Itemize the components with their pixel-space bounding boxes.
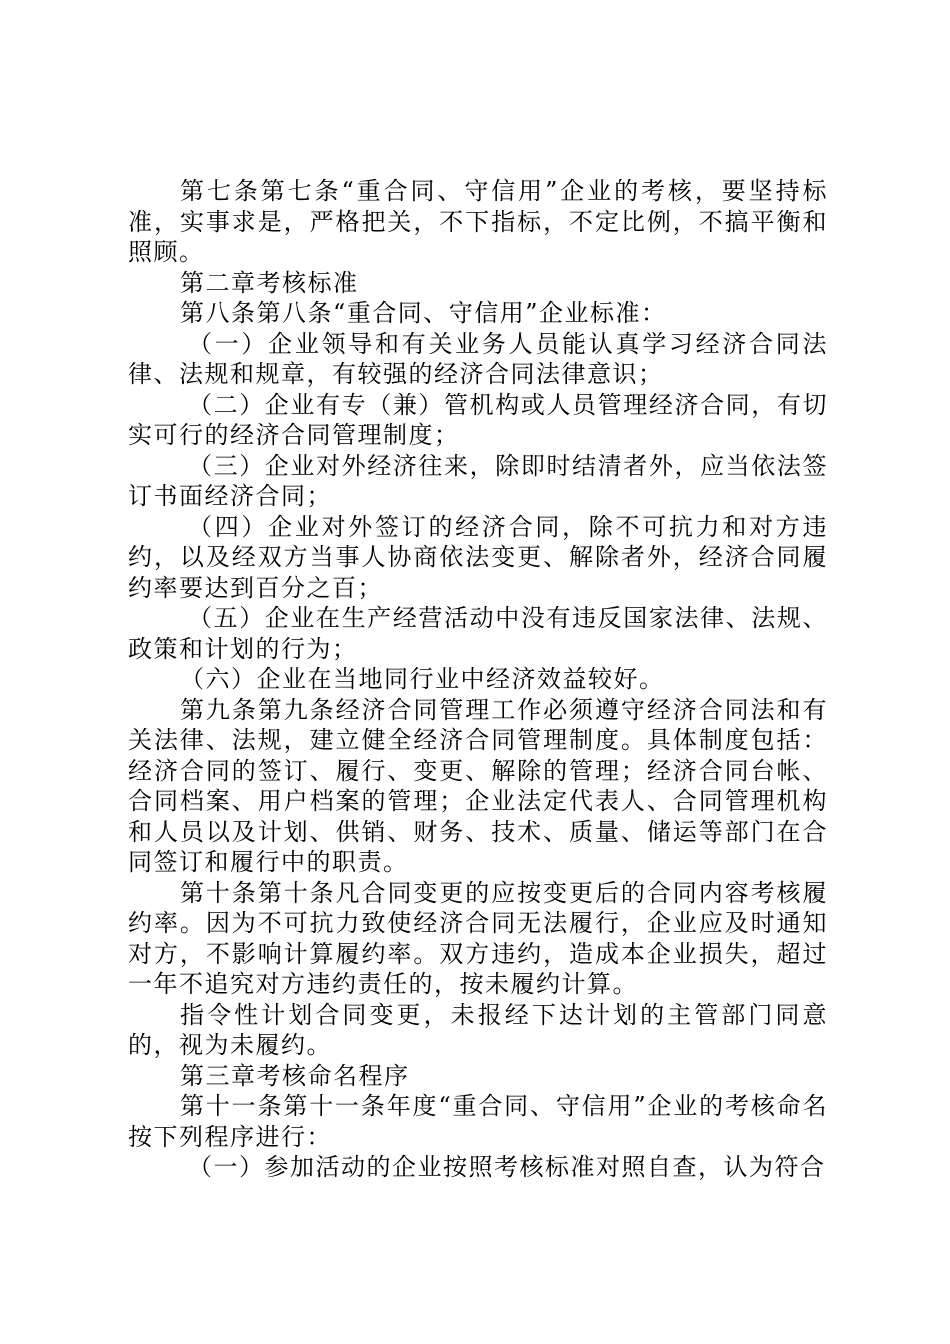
paragraph-article-7: 第七条第七条“重合同、守信用”企业的考核，要坚持标准，实事求是，严格把关，不下指标，不定比例，不搞平衡和照顾。 bbox=[128, 177, 828, 266]
paragraph-article-8: 第八条第八条“重合同、守信用”企业标准： bbox=[180, 299, 667, 327]
chapter-heading-2: 第二章考核标准 bbox=[180, 268, 359, 297]
list-item-4: （四）企业对外签订的经济合同，除不可抗力和对方违约，以及经双方当事人协商依法变更、解除者外，经济合同履约率要达到百分之百； bbox=[128, 512, 828, 602]
list-item-6: （六）企业在当地同行业中经济效益较好。 bbox=[180, 665, 665, 693]
list-item-5: （五）企业在生产经营活动中没有违反国家法律、法规、政策和计划的行为； bbox=[128, 604, 828, 663]
paragraph-article-10: 第十条第十条凡合同变更的应按变更后的合同内容考核履约率。因为不可抗力致使经济合同无法履行，企业应及时通知对方，不影响计算履约率。双方违约，造成本企业损失，超过一年不追究对方违约责任的，按未履约计算。 bbox=[128, 878, 828, 998]
list-item-3: （三）企业对外经济往来，除即时结清者外，应当依法签订书面经济合同； bbox=[128, 451, 828, 510]
paragraph-article-11: 第十一条第十一条年度“重合同、守信用”企业的考核命名按下列程序进行： bbox=[128, 1092, 828, 1151]
chapter-heading-3: 第三章考核命名程序 bbox=[180, 1061, 410, 1090]
paragraph-directive-plan: 指令性计划合同变更，未报经下达计划的主管部门同意的，视为未履约。 bbox=[128, 1000, 828, 1059]
list-item-procedure-1: （一）参加活动的企业按照考核标准对照自查，认为符合 bbox=[188, 1153, 826, 1181]
list-item-2: （二）企业有专（兼）管机构或人员管理经济合同，有切实可行的经济合同管理制度； bbox=[128, 390, 828, 449]
list-item-1: （一）企业领导和有关业务人员能认真学习经济合同法律、法规和规章，有较强的经济合同法律意识； bbox=[128, 329, 828, 388]
paragraph-article-9: 第九条第九条经济合同管理工作必须遵守经济合同法和有关法律、法规，建立健全经济合同管理制度。具体制度包括：经济合同的签订、履行、变更、解除的管理；经济合同台帐、合同档案、用户档案的管理；企业法定代表人、合同管理机构和人员以及计划、供销、财务、技术、质量、储运等部门在合同签订和履行中的职责。 bbox=[128, 695, 828, 876]
document-body bbox=[128, 176, 828, 1183]
